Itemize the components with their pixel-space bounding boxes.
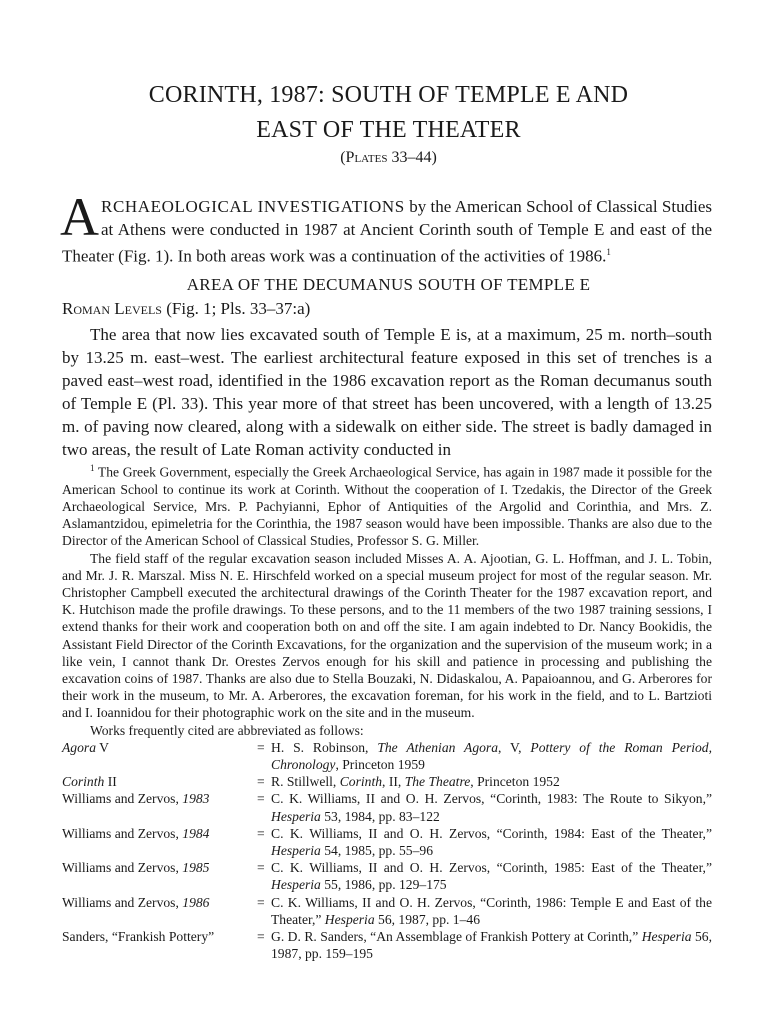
abbreviation-row: Williams and Zervos, 1984 = C. K. Williams, II and O. H. Zervos, “Corinth, 1984: East of the Theater,” Hesperia 54, 1985, pp. 55–96	[62, 825, 712, 858]
abbreviation-key: Williams and Zervos, 1984	[62, 825, 210, 841]
subheading	[62, 299, 310, 319]
body-paragraph: The area that now lies excavated south of Temple E is, at a maximum, 25 m. north–south by 13.25 m. east–west. The earliest architectural feature exposed in this set of trenches is a paved east–west road, identified in the 1986 excavation report as the Roman decumanus south of Temple E (Pl. 33). This year more of that street has been uncovered, with a length of 13.25 m. of paving now cleared, along with a sidewalk on either side. The street is badly damaged in two areas, the result of Late Roman activity conducted in	[62, 325, 712, 459]
article-title-line-2: EAST OF THE THEATER	[256, 117, 521, 143]
abbreviation-value: C. K. Williams, II and O. H. Zervos, “Corinth, 1984: East of the Theater,” Hesperia 54, 1985, pp. 55–96	[271, 825, 712, 858]
abbreviation-value: C. K. Williams, II and O. H. Zervos, “Corinth, 1985: East of the Theater,” Hesperia 55, 1986, pp. 129–175	[271, 860, 712, 893]
abbreviation-value: G. D. R. Sanders, “An Assemblage of Frankish Pottery at Corinth,” Hesperia 56, 1987, pp. 159–195	[271, 929, 712, 962]
plates-reference: (Plates 33–44)	[340, 149, 437, 166]
subheading-small-caps: Roman Levels	[62, 299, 162, 318]
lead-caps: RCHAEOLOGICAL INVESTIGATIONS	[101, 197, 405, 216]
footnote-1-text: The Greek Government, especially the Greek Archaeological Service, has again in 1987 made it possible for the American School to continue its work at Corinth. Without the cooperation of I. Tzedakis, the Director of the Greek Archaeological Service, Mrs. P. Pachyianni, Ephor of Antiquities of the Argolid and Corinthia, and Mrs. Z. Aslamantzidou, epimeletria for the Corinthia, the 1987 season would have been impossible. Thanks are also due to the Director of the American School of Classical Studies, Professor S. G. Miller.	[62, 464, 712, 549]
footnote-ref-1[interactable]: 1	[606, 247, 611, 257]
abbreviation-row: Williams and Zervos, 1985 = C. K. Williams, II and O. H. Zervos, “Corinth, 1985: East of the Theater,” Hesperia 55, 1986, pp. 129–175	[62, 860, 712, 893]
drop-cap: A	[60, 187, 99, 247]
abbreviation-value: R. Stillwell, Corinth, II, The Theatre, Princeton 1952	[271, 774, 560, 790]
abbreviation-key: Sanders, “Frankish Pottery”	[62, 929, 215, 945]
abbreviation-row: Sanders, “Frankish Pottery” = G. D. R. Sanders, “An Assemblage of Frankish Pottery at Corinth,” Hesperia 56, 1987, pp. 159–195	[62, 929, 712, 962]
footnote-number: 1	[90, 463, 95, 473]
abbreviation-key: Williams and Zervos, 1985	[62, 860, 210, 876]
abbreviations-table	[62, 739, 712, 963]
footnote-1	[62, 460, 712, 550]
subheading-rest: (Fig. 1; Pls. 33–37:a)	[161, 299, 311, 318]
article-title-line-1: CORINTH, 1987: SOUTH OF TEMPLE E AND	[148, 82, 629, 108]
footnote-1-paragraph-2: The field staff of the regular excavation season included Misses A. A. Ajootian, G. L. Hoffman, and J. L. Tobin, and Mr. J. R. Marszal. Miss N. E. Hirschfeld worked on a special museum project for most of the regular season. Mr. Christopher Campbell executed the architectural drawings of the Corinth Theater for the 1987 excavation report, and K. Hutchison made the profile drawings. To these persons, and to the 11 members of the two 1987 training sessions, I extend thanks for their work and cooperation both on and off the site. I am again indebted to Dr. Nancy Bookidis, the Assistant Field Director of the Corinth Excavations, for the organization and the supervision of the museum work; in a like vein, I cannot thank Dr. Orestes Zervos enough for his skill and patience in processing and publishing the excavation coins of 1987. Thanks are also due to Stella Bouzaki, N. Didaskalou, A. Papaioannou, and G. Arberores for their work in the museum, to Mr. A. Arberores, the excavation foreman, for his work in the field, and to L. Bartzioti and I. Ioannidou for their photographic work on the site and in the museum.	[62, 550, 712, 721]
footnotes	[62, 460, 712, 962]
lead-paragraph	[60, 187, 712, 268]
abbreviation-row: Corinth II = R. Stillwell, Corinth, II, The Theatre, Princeton 1952	[62, 773, 712, 790]
abbreviation-key: Williams and Zervos, 1986	[62, 894, 210, 910]
abbreviation-row: Agora V = H. S. Robinson, The Athenian Agora, V, Pottery of the Roman Period, Chronology, Princeton 1959	[62, 739, 712, 772]
abbreviation-row: Williams and Zervos, 1986 = C. K. Williams, II and O. H. Zervos, “Corinth, 1986: Temple E and East of the Theater,” Hesperia 56, 1987, pp. 1–46	[62, 894, 712, 927]
abbreviation-key: Williams and Zervos, 1983	[62, 791, 210, 807]
section-heading: AREA OF THE DECUMANUS SOUTH OF TEMPLE E	[186, 275, 591, 294]
abbreviation-value: C. K. Williams, II and O. H. Zervos, “Corinth, 1986: Temple E and East of the Theater,” Hesperia 56, 1987, pp. 1–46	[271, 894, 712, 927]
abbreviations-intro: Works frequently cited are abbreviated as follows:	[90, 722, 364, 738]
abbreviation-key: Agora V	[62, 739, 109, 755]
lead-text: by the American School of Classical Studies at Athens were conducted in 1987 at Ancient Corinth south of Temple E and east of the Theater (Fig. 1). In both areas work was a continuation of the activities of 1986.	[62, 197, 712, 266]
abbreviation-value: C. K. Williams, II and O. H. Zervos, “Corinth, 1983: The Route to Sikyon,” Hesperia 53, 1984, pp. 83–122	[271, 791, 712, 824]
abbreviation-value: H. S. Robinson, The Athenian Agora, V, Pottery of the Roman Period, Chronology, Princeton 1959	[271, 739, 712, 772]
abbreviation-row: Williams and Zervos, 1983 = C. K. Williams, II and O. H. Zervos, “Corinth, 1983: The Route to Sikyon,” Hesperia 53, 1984, pp. 83–122	[62, 791, 712, 824]
abbreviation-key: Corinth II	[62, 774, 117, 790]
